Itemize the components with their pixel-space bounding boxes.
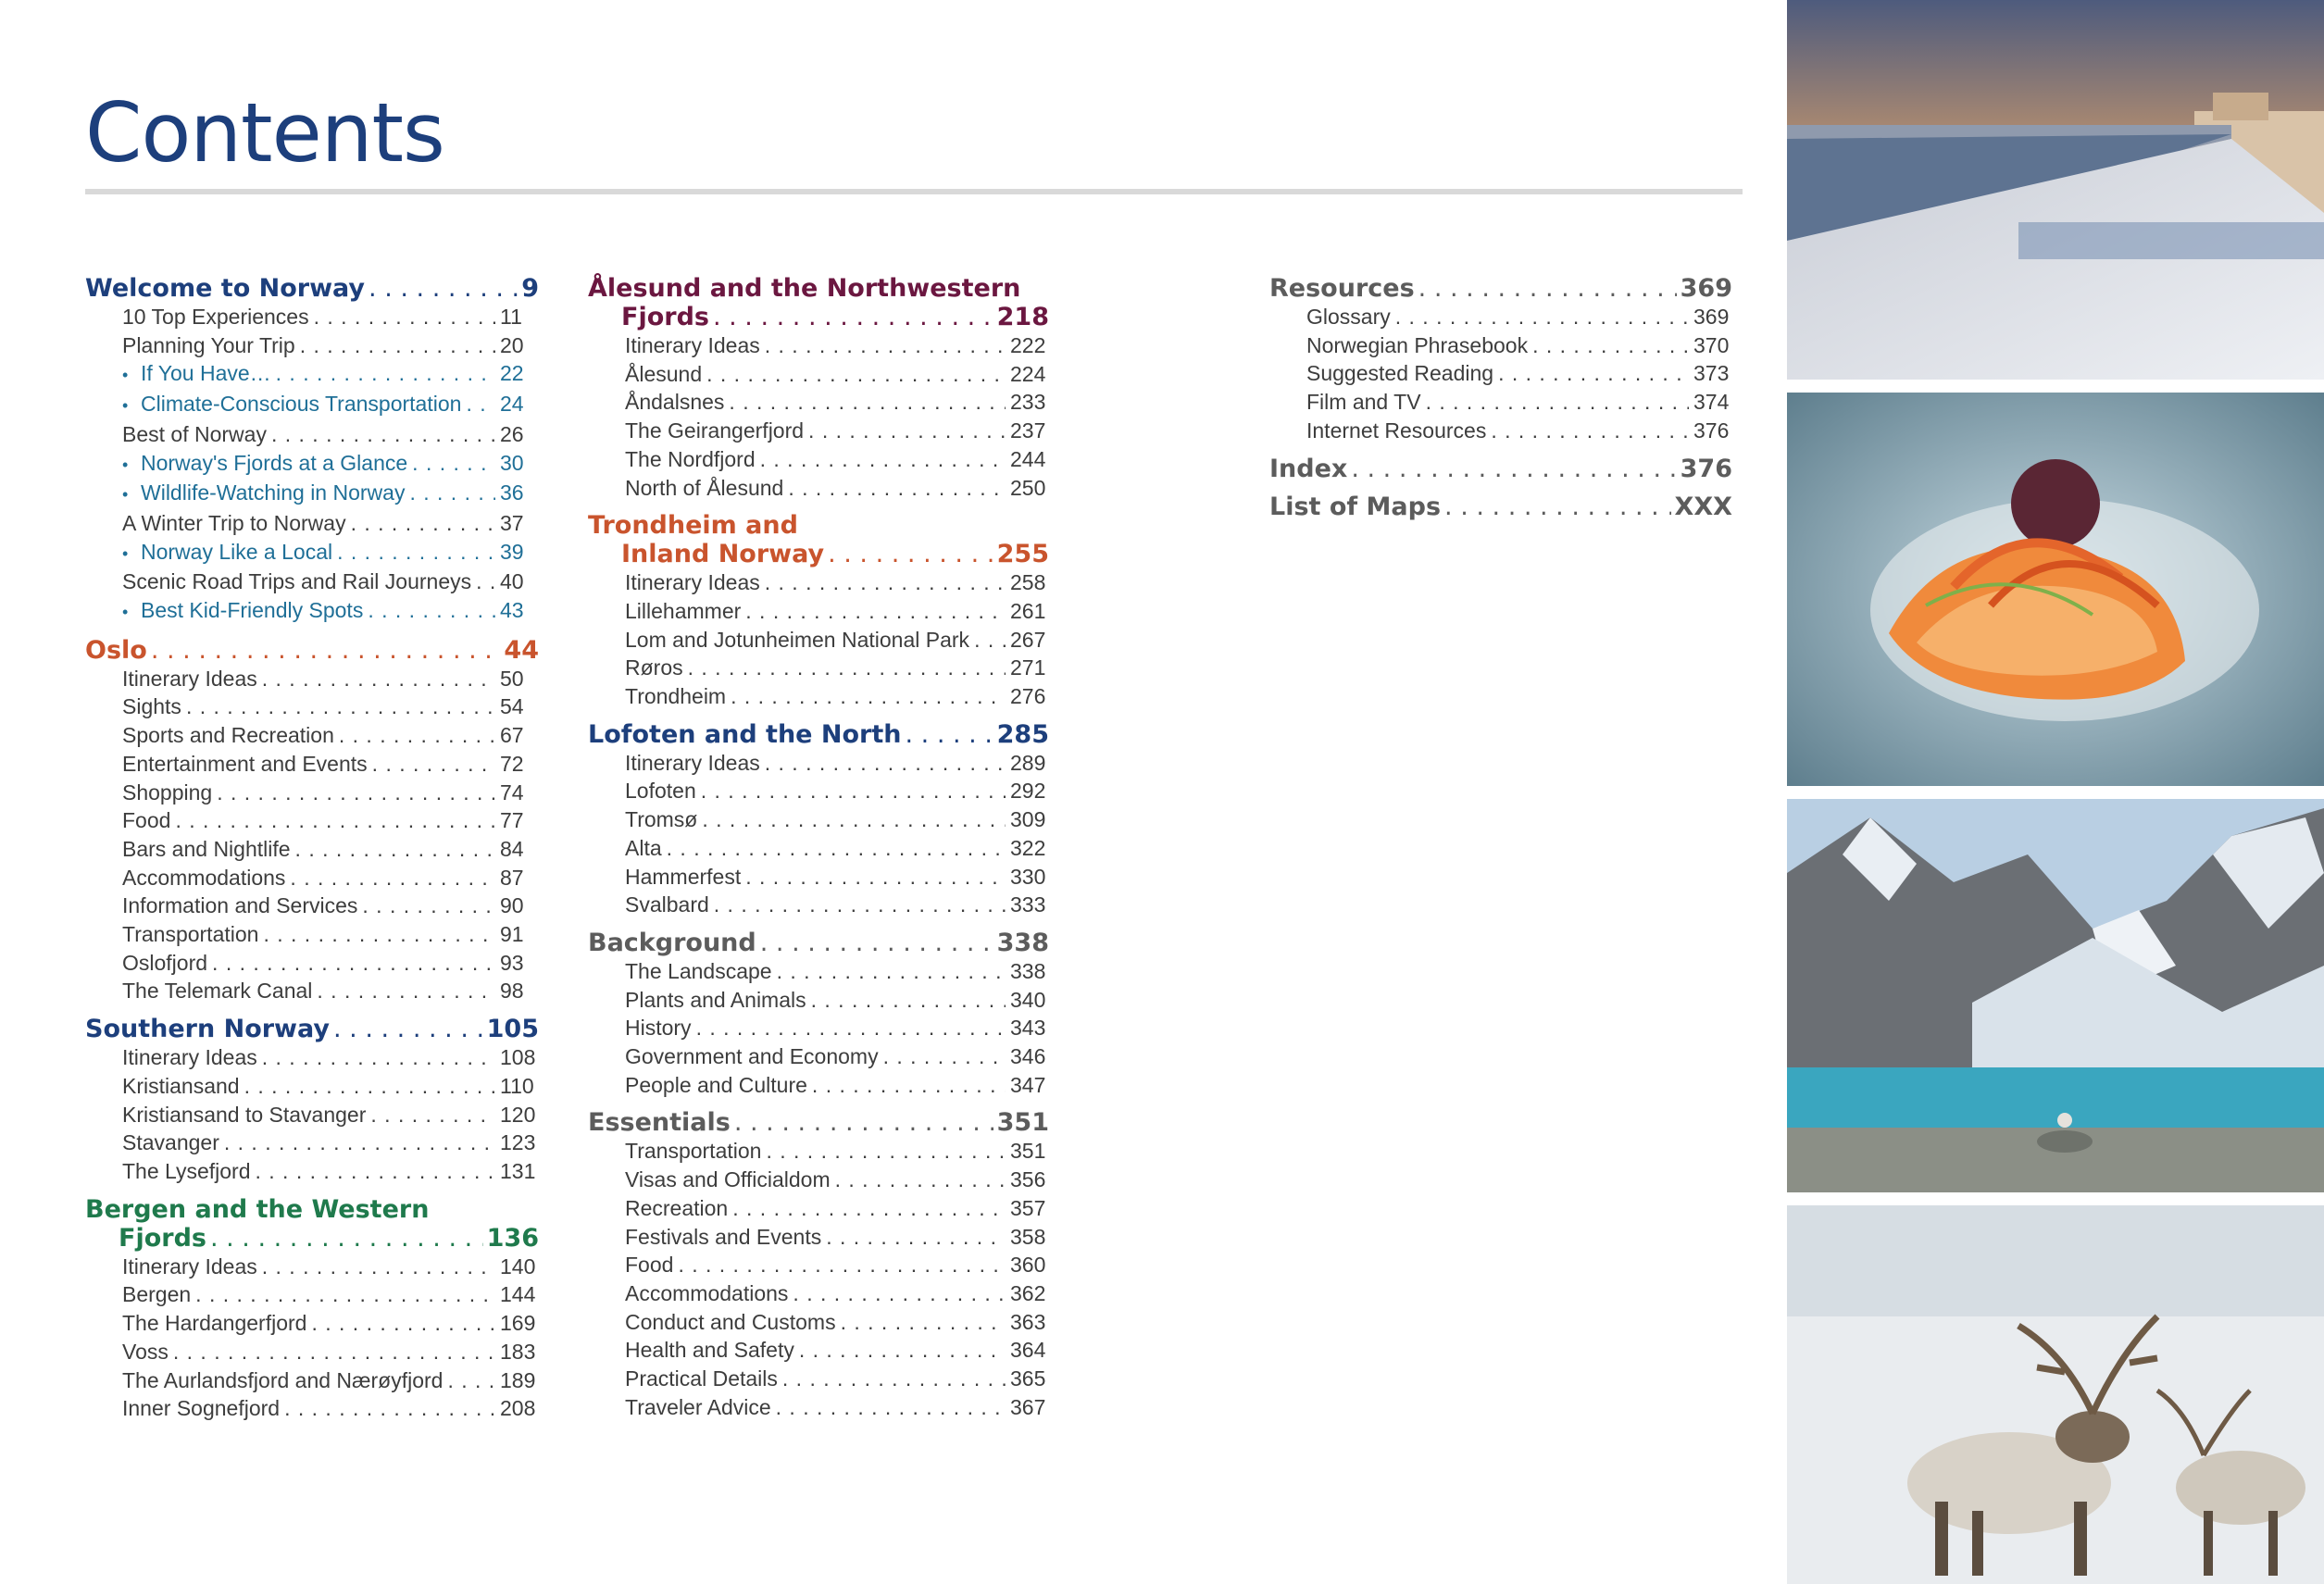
toc-entry[interactable]: Trondheim . . . 276 bbox=[588, 682, 1049, 711]
opera-house-photo bbox=[1787, 0, 2324, 380]
section-page: 136 bbox=[486, 1223, 539, 1253]
section-title-line2: Fjords bbox=[621, 303, 709, 331]
toc-entry[interactable]: Alta . . . 322 bbox=[588, 834, 1049, 863]
toc-entry[interactable]: Conduct and Customs . . . 363 bbox=[588, 1308, 1049, 1337]
toc-entry[interactable]: A Winter Trip to Norway . . . 37 bbox=[85, 509, 539, 538]
toc-section-index bbox=[1269, 455, 1732, 483]
toc-entry[interactable]: Lofoten . . . 292 bbox=[588, 777, 1049, 805]
section-page: 105 bbox=[486, 1015, 539, 1044]
section-heading[interactable] bbox=[85, 1015, 539, 1043]
toc-entry[interactable]: Norwegian Phrasebook . . . 370 bbox=[1269, 331, 1732, 360]
toc-entry[interactable]: The Geirangerfjord . . . 237 bbox=[588, 417, 1049, 445]
toc-entry[interactable]: Inner Sognefjord . . . 208 bbox=[85, 1394, 539, 1423]
section-title: Index bbox=[1269, 454, 1348, 483]
toc-section-bergen bbox=[85, 1195, 539, 1423]
toc-entry[interactable]: Government and Economy . . . 346 bbox=[588, 1042, 1049, 1071]
toc-entry[interactable]: Entertainment and Events . . . 72 bbox=[85, 750, 539, 779]
opera-house-illustration bbox=[1787, 0, 2324, 380]
toc-entry[interactable]: Bars and Nightlife . . . 84 bbox=[85, 835, 539, 864]
toc-entry[interactable]: History . . . 343 bbox=[588, 1014, 1049, 1042]
toc-entry-feature[interactable]: • If You Have… . . . 22 bbox=[85, 359, 539, 390]
toc-entry[interactable]: Kristiansand . . . 110 bbox=[85, 1072, 539, 1101]
toc-entry[interactable]: The Telemark Canal . . . 98 bbox=[85, 977, 539, 1005]
toc-entry[interactable]: Sports and Recreation . . . 67 bbox=[85, 721, 539, 750]
toc-entry[interactable]: Itinerary Ideas . . . 108 bbox=[85, 1043, 539, 1072]
toc-entry[interactable]: Recreation . . . 357 bbox=[588, 1194, 1049, 1223]
section-heading[interactable] bbox=[85, 274, 539, 303]
toc-entry[interactable]: Lom and Jotunheimen National Park . . . 267 bbox=[588, 626, 1049, 655]
toc-section-southern bbox=[85, 1015, 539, 1186]
toc-entry[interactable]: Food . . . 77 bbox=[85, 806, 539, 835]
section-page: 376 bbox=[1680, 454, 1732, 483]
toc-section-trondheim bbox=[588, 511, 1049, 711]
toc-section-lofoten bbox=[588, 720, 1049, 919]
toc-entry[interactable]: Planning Your Trip . . . 20 bbox=[85, 331, 539, 360]
toc-entry-feature[interactable]: • Norway Like a Local . . . 39 bbox=[85, 538, 539, 568]
toc-entry[interactable]: 10 Top Experiences . . . 11 bbox=[85, 303, 539, 331]
toc-entry[interactable]: The Landscape . . . 338 bbox=[588, 957, 1049, 986]
section-page: 218 bbox=[996, 303, 1049, 331]
toc-entry[interactable]: Visas and Officialdom . . . 356 bbox=[588, 1166, 1049, 1194]
toc-entry[interactable]: Svalbard . . . 333 bbox=[588, 891, 1049, 919]
toc-entry[interactable]: Tromsø . . . 309 bbox=[588, 805, 1049, 834]
toc-entry[interactable]: Itinerary Ideas . . . 50 bbox=[85, 665, 539, 693]
section-page: XXX bbox=[1674, 492, 1732, 521]
toc-entry[interactable]: Itinerary Ideas . . . 140 bbox=[85, 1253, 539, 1281]
section-title: Resources bbox=[1269, 274, 1415, 303]
toc-entry[interactable]: Plants and Animals . . . 340 bbox=[588, 986, 1049, 1015]
toc-entry-feature[interactable]: • Norway's Fjords at a Glance . . . 30 bbox=[85, 449, 539, 480]
toc-entry[interactable]: The Aurlandsfjord and Nærøyfjord . . . 189 bbox=[85, 1366, 539, 1395]
toc-section-background bbox=[588, 929, 1049, 1100]
section-title: Background bbox=[588, 928, 756, 957]
toc-entry[interactable]: Traveler Advice . . . 367 bbox=[588, 1393, 1049, 1422]
section-title: Essentials bbox=[588, 1108, 731, 1138]
section-page: 44 bbox=[504, 635, 539, 665]
section-title-line1[interactable]: Ålesund and the Northwestern bbox=[588, 274, 1021, 303]
toc-entry[interactable]: Internet Resources . . . 376 bbox=[1269, 417, 1732, 445]
toc-entry[interactable]: Lillehammer . . . 261 bbox=[588, 597, 1049, 626]
toc-entry[interactable]: Film and TV . . . 374 bbox=[1269, 388, 1732, 417]
section-title: List of Maps bbox=[1269, 492, 1442, 521]
section-title-line1[interactable]: Bergen and the Western bbox=[85, 1194, 430, 1224]
toc-entry[interactable]: Transportation . . . 91 bbox=[85, 920, 539, 949]
section-heading[interactable] bbox=[1269, 493, 1732, 521]
toc-entry[interactable]: Festivals and Events . . . 358 bbox=[588, 1223, 1049, 1252]
toc-entry[interactable]: Best of Norway . . . 26 bbox=[85, 420, 539, 449]
section-heading[interactable] bbox=[1269, 274, 1732, 303]
toc-entry[interactable]: Itinerary Ideas . . . 289 bbox=[588, 749, 1049, 778]
toc-entry[interactable]: Health and Safety . . . 364 bbox=[588, 1336, 1049, 1365]
toc-column-2 bbox=[588, 274, 1049, 1431]
reindeer-illustration bbox=[1787, 1205, 2324, 1584]
section-title-line2: Inland Norway bbox=[621, 540, 825, 569]
toc-entry[interactable]: Itinerary Ideas . . . 258 bbox=[588, 568, 1049, 597]
toc-section-welcome bbox=[85, 274, 539, 627]
section-page: 338 bbox=[996, 928, 1049, 957]
food-photo bbox=[1787, 393, 2324, 786]
photo-strip bbox=[1787, 0, 2324, 1584]
toc-entry[interactable]: Practical Details . . . 365 bbox=[588, 1365, 1049, 1393]
toc-entry[interactable]: Ålesund . . . 224 bbox=[588, 360, 1049, 389]
toc-section-oslo bbox=[85, 636, 539, 1005]
section-page: 351 bbox=[996, 1108, 1049, 1138]
section-heading[interactable] bbox=[588, 929, 1049, 957]
section-title-line1[interactable]: Trondheim and bbox=[588, 511, 798, 541]
toc-entry[interactable]: Oslofjord . . . 93 bbox=[85, 949, 539, 978]
section-heading[interactable] bbox=[1269, 455, 1732, 483]
toc-entry-feature[interactable]: • Best Kid-Friendly Spots . . . 43 bbox=[85, 596, 539, 627]
section-title: Oslo bbox=[85, 635, 147, 665]
toc-entry[interactable]: The Lysefjord . . . 131 bbox=[85, 1157, 539, 1186]
toc-column-3 bbox=[1269, 274, 1732, 530]
toc-entry[interactable]: Accommodations . . . 362 bbox=[588, 1279, 1049, 1308]
toc-entry[interactable]: Food . . . 360 bbox=[588, 1251, 1049, 1279]
toc-entry[interactable]: Information and Services . . . 90 bbox=[85, 892, 539, 920]
section-heading[interactable] bbox=[588, 540, 1049, 568]
mountain-lake-photo bbox=[1787, 799, 2324, 1192]
toc-entry[interactable]: People and Culture . . . 347 bbox=[588, 1071, 1049, 1100]
section-title-line2: Fjords bbox=[119, 1223, 206, 1253]
toc-entry[interactable]: Sights . . . 54 bbox=[85, 692, 539, 721]
toc-entry[interactable]: Scenic Road Trips and Rail Journeys . . . 40 bbox=[85, 567, 539, 596]
mountain-lake-illustration bbox=[1787, 799, 2324, 1192]
toc-entry[interactable]: Bergen . . . 144 bbox=[85, 1280, 539, 1309]
toc-section-essentials bbox=[588, 1108, 1049, 1421]
section-page: 285 bbox=[996, 719, 1049, 749]
toc-entry[interactable]: Hammerfest . . . 330 bbox=[588, 863, 1049, 892]
section-page: 9 bbox=[521, 274, 539, 303]
toc-entry[interactable]: Stavanger . . . 123 bbox=[85, 1129, 539, 1157]
toc-entry[interactable]: Åndalsnes . . . 233 bbox=[588, 388, 1049, 417]
section-page: 369 bbox=[1680, 274, 1732, 303]
section-heading[interactable] bbox=[588, 720, 1049, 749]
toc-section-resources bbox=[1269, 274, 1732, 445]
section-heading[interactable] bbox=[85, 636, 539, 665]
toc-entry[interactable]: Røros . . . 271 bbox=[588, 654, 1049, 682]
toc-column-1 bbox=[85, 274, 539, 1432]
section-title: Lofoten and the North bbox=[588, 719, 902, 749]
toc-entry[interactable]: The Nordfjord . . . 244 bbox=[588, 445, 1049, 474]
toc-entry[interactable]: Transportation . . . 351 bbox=[588, 1137, 1049, 1166]
title-divider bbox=[85, 189, 1743, 194]
toc-section-maps bbox=[1269, 493, 1732, 521]
toc-entry[interactable]: Itinerary Ideas . . . 222 bbox=[588, 331, 1049, 360]
toc-entry-feature[interactable]: • Wildlife-Watching in Norway . . . 36 bbox=[85, 479, 539, 509]
toc-entry[interactable]: Glossary . . . 369 bbox=[1269, 303, 1732, 331]
toc-entry[interactable]: Shopping . . . 74 bbox=[85, 779, 539, 807]
page-title: Contents bbox=[85, 85, 444, 181]
section-heading[interactable] bbox=[588, 303, 1049, 331]
reindeer-photo bbox=[1787, 1205, 2324, 1584]
toc-section-alesund bbox=[588, 274, 1049, 502]
section-title: Southern Norway bbox=[85, 1015, 330, 1044]
toc-entry[interactable]: Voss . . . 183 bbox=[85, 1338, 539, 1366]
section-page: 255 bbox=[996, 540, 1049, 569]
food-illustration bbox=[1787, 393, 2324, 786]
toc-entry[interactable]: Suggested Reading . . . 373 bbox=[1269, 359, 1732, 388]
toc-entry[interactable]: The Hardangerfjord . . . 169 bbox=[85, 1309, 539, 1338]
toc-entry-feature[interactable]: • Climate-Conscious Transportation . . . 24 bbox=[85, 390, 539, 420]
toc-entry[interactable]: Kristiansand to Stavanger . . . 120 bbox=[85, 1101, 539, 1129]
section-title: Welcome to Norway bbox=[85, 274, 366, 303]
toc-entry[interactable]: Accommodations . . . 87 bbox=[85, 864, 539, 892]
section-heading[interactable] bbox=[85, 1224, 539, 1253]
section-heading[interactable] bbox=[588, 1108, 1049, 1137]
toc-entry[interactable]: North of Ålesund . . . 250 bbox=[588, 474, 1049, 503]
